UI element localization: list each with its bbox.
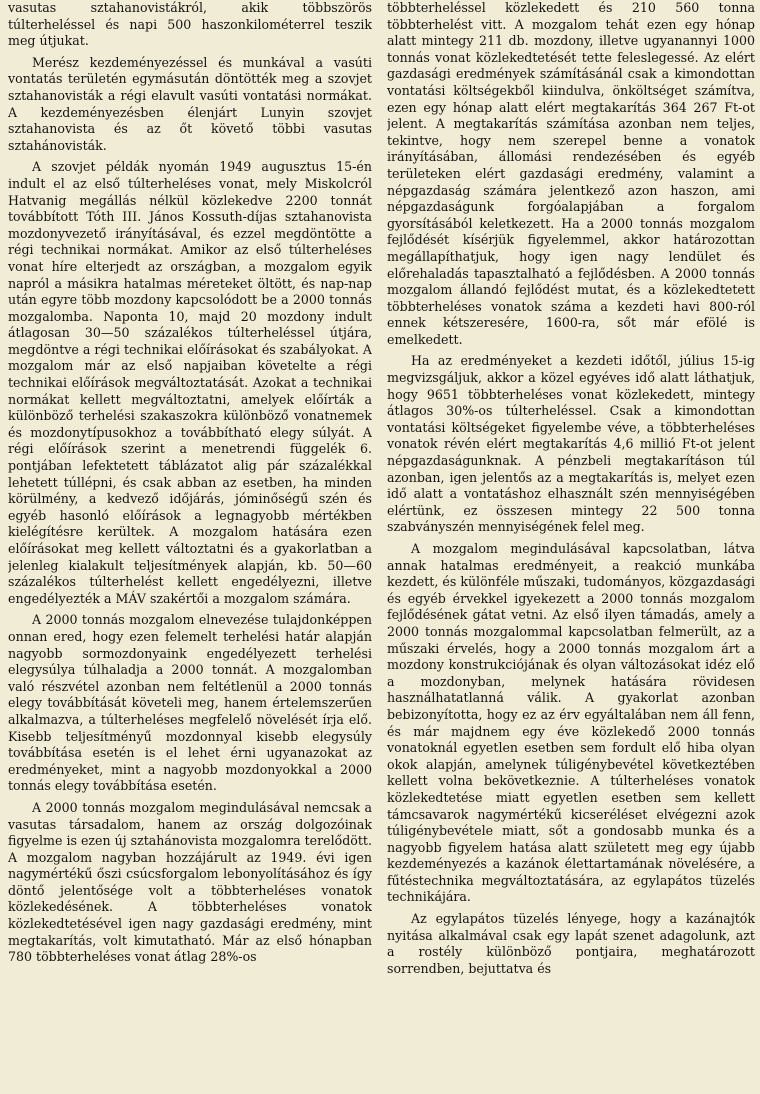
paragraph: A szovjet példák nyomán 1949 augusztus 15-én indult el az első túlterheléses vonat, mely Miskolcról Hatvanig megállás nélkül közlekedve 2200 tonnát továbbított Tóth III. János Kossuth-díjas sztahanovista mozdonyvezető irányításával, és ezzel megdöntötte a régi technikai normákat. Amikor az első túlterheléses vonat híre elterjedt az országban, a mozgalom egyik napról a másikra hatalmas méreteket öltött, és nap-nap után egyre több mozdony kapcsolódott be a 2000 tonnás mozgalomba. Naponta 10, majd 20 mozdony indult átlagosan 30—50 százalékos túlterheléssel útjára, megdöntve a régi technikai előírásokat és szabályokat. A mozgalom már az első napjaiban követelte a régi technikai előírások megváltoztatását. Azokat a technikai normákat kellett megváltoztatni, amelyek előírták a különböző terhelési szakaszokra különböző vonatnemek és mozdonytípusokhoz a továbbítható elegy súlyát. A régi előírások szerint a menetrendi függelék 6. pontjában lefektetett táblázatot alig pár százalékkal lehetett túllépni, és csak abban az esetben, ha minden körülmény, a kedvező időjárás, jóminőségű szén és egyéb hasonló előírások a legnagyobb mértékben kielégítésre kerültek. A mozgalom hatására ezen előírásokat meg kellett változtatni és a gyakorlatban a jelenleg kialakult teljesítmények alapján, kb. 50—60 százalékos túlterhelést kellett engedélyezni, illetve engedélyezték a MÁV szakértői a mozgalom számára.	[8, 159, 372, 606]
paragraph: Ha az eredményeket a kezdeti időtől, július 15-ig megvizsgáljuk, akkor a közel egyéves idő alatt láthatjuk, hogy 9651 többterheléses vonat közlekedett, mintegy átlagos 30%-os túlterheléssel. Csak a kimondottan vontatási költségeket figyelembe véve, a többterheléses vonatok révén elért megtakarítás 4,6 millió Ft-ot jelent népgazdaságunknak. A pénzbeli megtakarításon túl azonban, igen jelentős az a megtakarítás is, melyet ezen idő alatt a vontatáshoz elhasznált szén mennyiségében elértünk, ez összesen mintegy 22 500 tonna szabványszén mennyiségének felel meg.	[387, 353, 755, 535]
paragraph: A 2000 tonnás mozgalom elnevezése tulajdonképpen onnan ered, hogy ezen felemelt terhelési határ alapján nagyobb sormozdonyaink engedélyezett terhelési elegysúlya túlhaladja a 2000 tonnát. A mozgalomban való részvétel azonban nem feltétlenül a 2000 tonnás elegy továbbítását követeli meg, hanem értelemszerűen alkalmazva, a túlterheléses megfelelő növelését írja elő. Kisebb teljesítményű mozdonnyal kisebb elegysúly továbbítása esetén is el lehet érni ugyanazokat az eredményeket, mint a nagyobb mozdonyokkal a 2000 tonnás elegy továbbítása esetén.	[8, 612, 372, 794]
right-column	[387, 0, 755, 1094]
paragraph: Merész kezdeményezéssel és munkával a vasúti vontatás területén egymásután döntötték meg a szovjet sztahanovisták a régi elavult vasúti vontatási normákat. A kezdeményezésben élenjárt Lunyin szovjet sztahanovista és az őt követő többi vasutas sztahánovisták.	[8, 54, 372, 153]
paragraph: Az egylapátos tüzelés lényege, hogy a kazánajtók nyitása alkalmával csak egy lapát szenet adagolunk, azt a rostély különböző pontjaira, meghatározott sorrendben, bejuttatva és	[387, 911, 755, 976]
paragraph: vasutas sztahanovistákról, akik többszörös túlterheléssel és napi 500 haszonkilométerrel teszik meg útjukat.	[8, 0, 372, 49]
paragraph: A mozgalom megindulásával kapcsolatban, látva annak hatalmas eredményeit, a reakció munkába kezdett, és különféle műszaki, tudományos, közgazdasági és egyéb érvekkel igyekezett a 2000 tonnás mozgalom fejlődésének gátat vetni. Az első ilyen támadás, amely a 2000 tonnás mozgalommal kapcsolatban felmerült, az a műszaki érvelés, hogy a 2000 tonnás mozgalom árt a mozdony konstrukciójának és olyan változásokat idéz elő a mozdonyban, melynek hatására rövidesen használhatatlanná válik. A gyakorlat azonban bebizonyította, hogy ez az érv egyáltalában nem áll fenn, és már majdnem egy éve közlekedő 2000 tonnás vonatoknál egyetlen esetben sem fordult elő hiba olyan okok alapján, amelynek túligénybevétel következtében kellett volna bekövetkeznie. A túlterheléses vonatok közlekedtetése miatt egyetlen esetben sem kellett támcsavarok nagymértékű kicseréléset elvégezni azok túligénybevétele miatt, sőt a gondosabb munka és a nagyobb figyelem hatása alatt született meg egy újabb kezdeményezés a kazánok élettartamának növelésére, a fűtéstechnika megváltoztatására, az egylapátos tüzelés technikájára.	[387, 541, 755, 905]
paragraph: A 2000 tonnás mozgalom megindulásával nemcsak a vasutas társadalom, hanem az ország dolgozóinak figyelme is ezen új sztahánovista mozgalomra terelődött. A mozgalom nagyban hozzájárult az 1949. évi igen nagymértékű őszi csúcsforgalom lebonyolításához és így döntő jelentősége volt a többterheléses vonatok közlekedésének. A többterheléses vonatok közlekedtetésével igen nagy gazdasági eredmény, mint megtakarítás, volt kimutatható. Már az első hónapban 780 többterheléses vonat átlag 28%-os	[8, 799, 372, 965]
paragraph: többterheléssel közlekedett és 210 560 tonna többterhelést vitt. A mozgalom tehát ezen egy hónap alatt mintegy 211 db. mozdony, illetve ugyanannyi 1000 tonnás vonat közlekedtetését tette feleslegessé. Az elért gazdasági eredmények számításánál csak a kimondottan vontatási költségekből kiindulva, önköltséget számítva, ezen egy hónap alatt elért megtakarítás 364 267 Ft-ot jelent. A megtakarítás számítása azonban nem teljes, tekintve, hogy nem szerepel benne a vonatok irányításában, állomási rendezésében és egyéb területeken elért gazdasági eredmény, valamint a népgazdaság számára jelentkező azon haszon, ami népgazdaságunk forgóalapjában a forgalom gyorsításából keletkezett. Ha a 2000 tonnás mozgalom fejlődését kísérjük figyelemmel, akkor határozottan megállapíthatjuk, hogy igen nagy lendület és előrehaladás tapasztalható a fejlődésben. A 2000 tonnás mozgalom állandó fejlődést mutat, és a közlekedtetett többterheléses vonatok száma a kezdeti havi 800-ról ennek kétszeresére, 1600-ra, sőt már efölé is emelkedett.	[387, 0, 755, 347]
left-column	[8, 0, 372, 1094]
